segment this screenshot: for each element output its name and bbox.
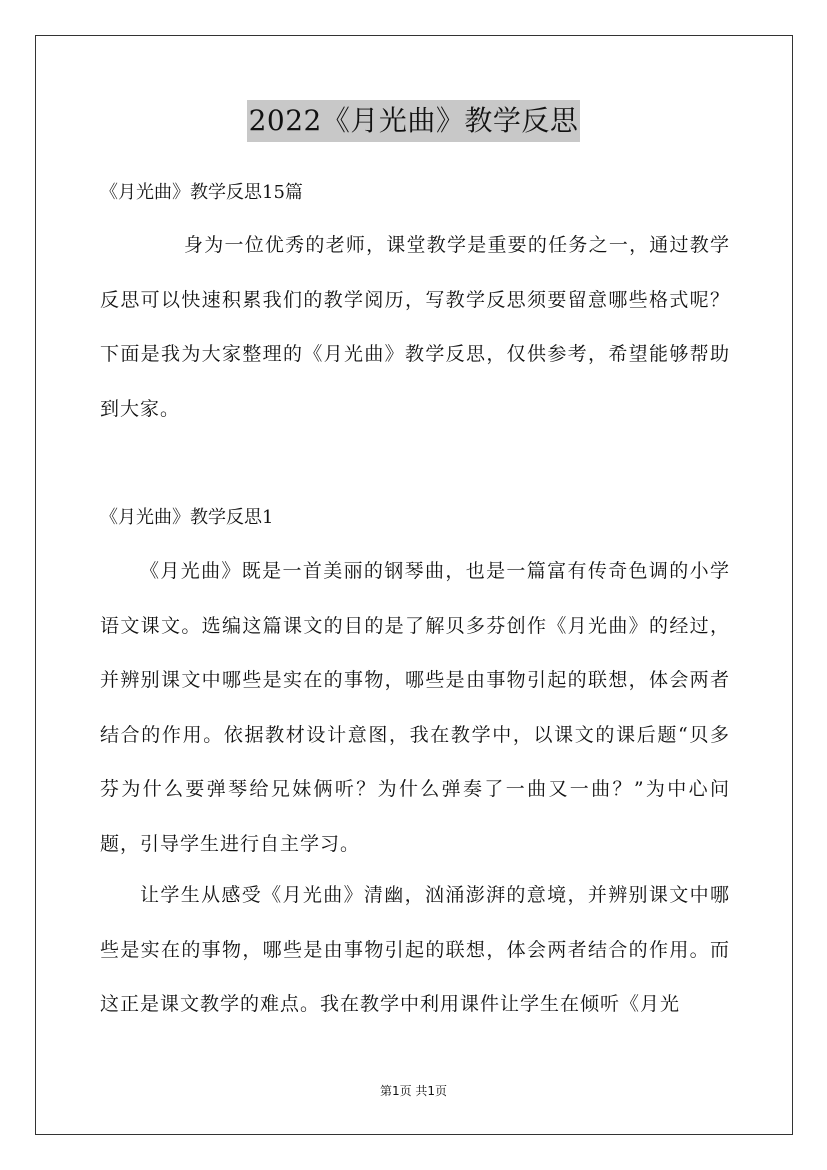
- section-paragraph-2: 让学生从感受《月光曲》清幽，汹涌澎湃的意境，并辨别课文中哪些是实在的事物，哪些是由事物引起的联想，体会两者结合的作用。而这正是课文教学的难点。我在教学中利用课件让学生在倾听《月光: [100, 884, 730, 1015]
- document-title: 2022《月光曲》教学反思: [247, 100, 581, 142]
- title-container: [0, 100, 827, 142]
- intro-paragraph: 身为一位优秀的老师，课堂教学是重要的任务之一，通过教学反思可以快速积累我们的教学阅历，写教学反思须要留意哪些格式呢？下面是我为大家整理的《月光曲》教学反思，仅供参考，希望能够帮助到大家。: [100, 234, 730, 420]
- page-footer: 第1页 共1页: [379, 1084, 448, 1098]
- document-subtitle: 《月光曲》教学反思15篇: [100, 182, 303, 203]
- section-heading: 《月光曲》教学反思1: [100, 507, 274, 528]
- section-paragraph-1: 《月光曲》既是一首美丽的钢琴曲，也是一篇富有传奇色调的小学语文课文。选编这篇课文的目的是了解贝多芬创作《月光曲》的经过，并辨别课文中哪些是实在的事物，哪些是由事物引起的联想，体会两者结合的作用。依据教材设计意图，我在教学中，以课文的课后题“贝多芬为什么要弹琴给兄妹俩听？为什么弹奏了一曲又一曲？”为中心问题，引导学生进行自主学习。: [100, 560, 730, 855]
